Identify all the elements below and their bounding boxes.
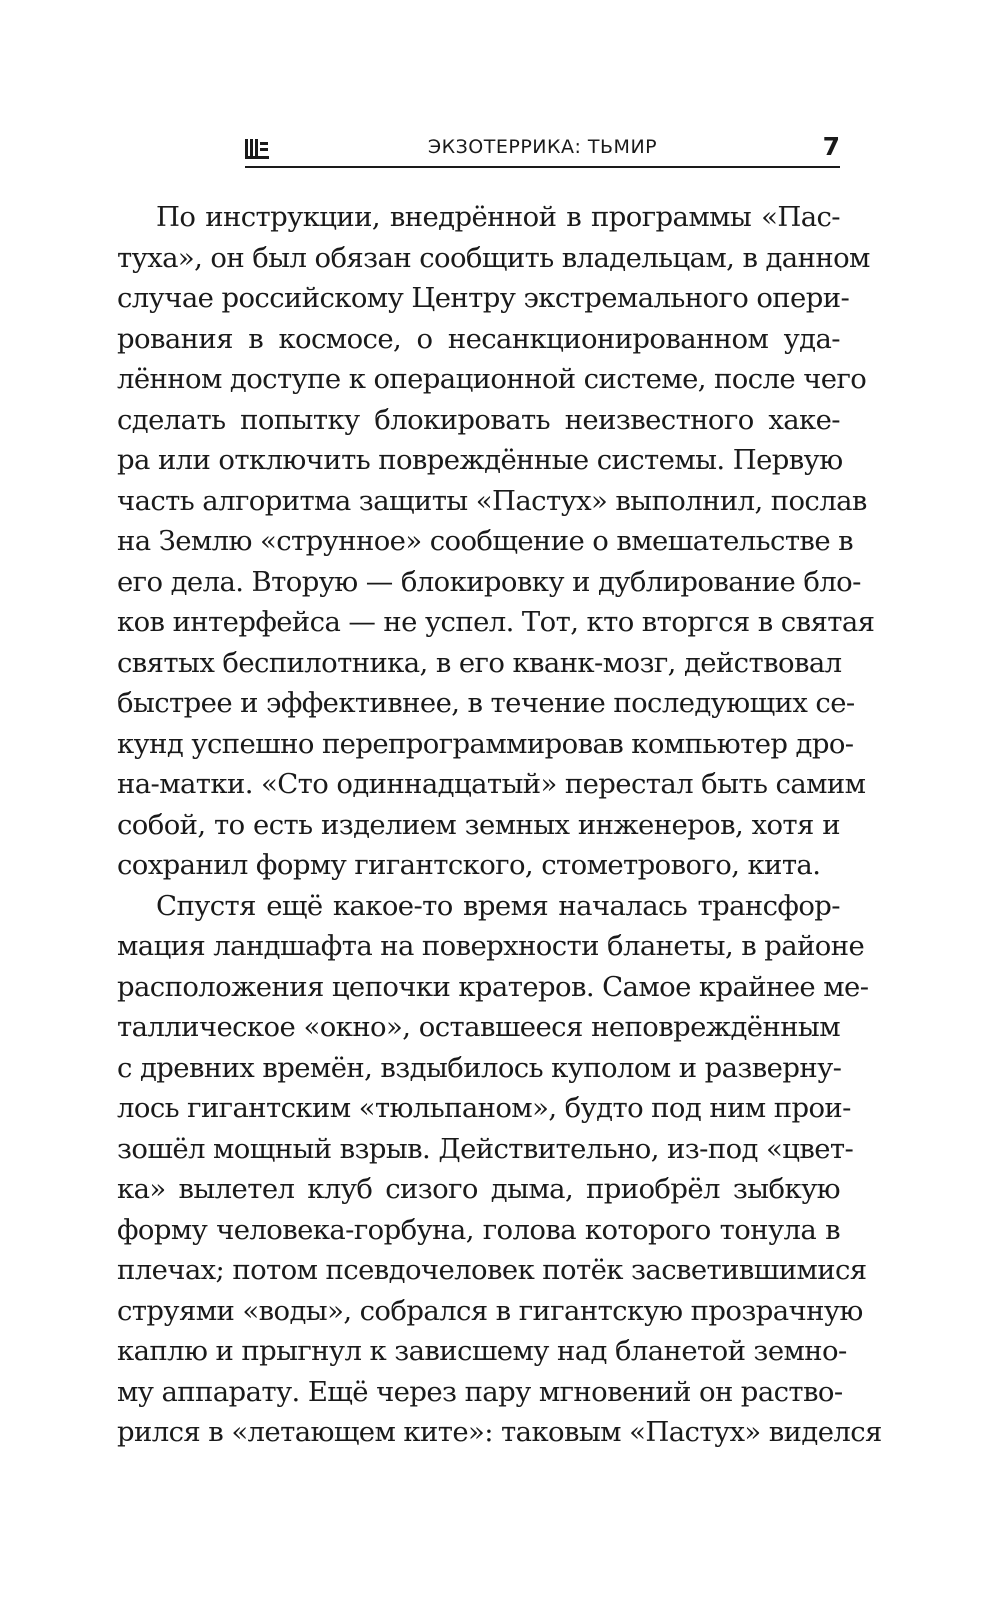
- text-line: му аппарату. Ещё через пару мгновений он раство-: [117, 1375, 843, 1408]
- text-line: с древних времён, вздыбилось куполом и разверну-: [117, 1051, 842, 1084]
- running-head: [245, 128, 840, 168]
- text-line: ра или отключить повреждённые системы. Первую: [117, 444, 843, 476]
- text-line: случае российскому Центру экстремального опери-: [117, 282, 850, 314]
- text-line: кунд успешно перепрограммировав компьютер дро-: [117, 727, 854, 760]
- text-line: каплю и прыгнул к зависшему над бланетой земно-: [117, 1335, 847, 1367]
- text-line: лось гигантским «тюльпаном», будто под ним прои-: [117, 1092, 851, 1124]
- text-line: рования в космосе, о несанкционированном уда-: [117, 322, 840, 355]
- text-line: сделать попытку блокировать неизвестного хаке-: [117, 403, 840, 436]
- paragraph-2: [117, 886, 882, 1453]
- text-line: зошёл мощный взрыв. Действительно, из-под «цвет-: [117, 1132, 854, 1165]
- text-line: лённом доступе к операционной системе, после чего: [117, 363, 867, 395]
- text-line: струями «воды», собрался в гигантскую прозрачную: [117, 1294, 863, 1327]
- text-line: туха», он был обязан сообщить владельцам, в данном: [117, 241, 870, 274]
- text-line: мация ландшафта на поверхности бланеты, в районе: [117, 930, 865, 962]
- text-line: По инструкции, внедрённой в программы «Пас-: [156, 201, 840, 233]
- text-line: быстрее и эффективнее, в течение последующих се-: [117, 687, 855, 719]
- text-line: ка» вылетел клуб сизого дыма, приобрёл зыбкую: [117, 1173, 840, 1205]
- page-number: 7: [822, 132, 840, 161]
- text-line: рился в «летающем ките»: таковым «Пастух» виделся: [117, 1416, 882, 1448]
- text-line: ков интерфейса — не успел. Тот, кто вторгся в святая: [117, 606, 875, 638]
- paragraph-1: [117, 197, 875, 886]
- text-line: расположения цепочки кратеров. Самое крайнее ме-: [117, 970, 869, 1003]
- text-line: его дела. Вторую — блокировку и дублирование бло-: [117, 565, 861, 598]
- text-line: сохранил форму гигантского, стометрового, кита.: [117, 849, 821, 881]
- text-line: на Землю «струнное» сообщение о вмешательстве в: [117, 525, 854, 557]
- text-line: на-матки. «Сто одиннадцатый» перестал быть самим: [117, 768, 866, 800]
- text-line: форму человека-горбуна, голова которого тонула в: [117, 1213, 840, 1246]
- text-line: собой, то есть изделием земных инженеров, хотя и: [117, 808, 840, 841]
- text-line: Спустя ещё какое-то время началась трансфор-: [156, 889, 840, 922]
- text-line: святых беспилотника, в его кванк-мозг, действовал: [117, 646, 842, 679]
- text-line: плечах; потом псевдочеловек потёк засветившимися: [117, 1254, 867, 1286]
- body-text: [117, 197, 882, 1453]
- text-line: таллическое «окно», оставшееся неповреждённым: [117, 1011, 840, 1043]
- text-line: часть алгоритма защиты «Пастух» выполнил, послав: [117, 484, 867, 517]
- running-head-title: ЭКЗОТЕРРИКА: ТЬМИР: [427, 136, 658, 158]
